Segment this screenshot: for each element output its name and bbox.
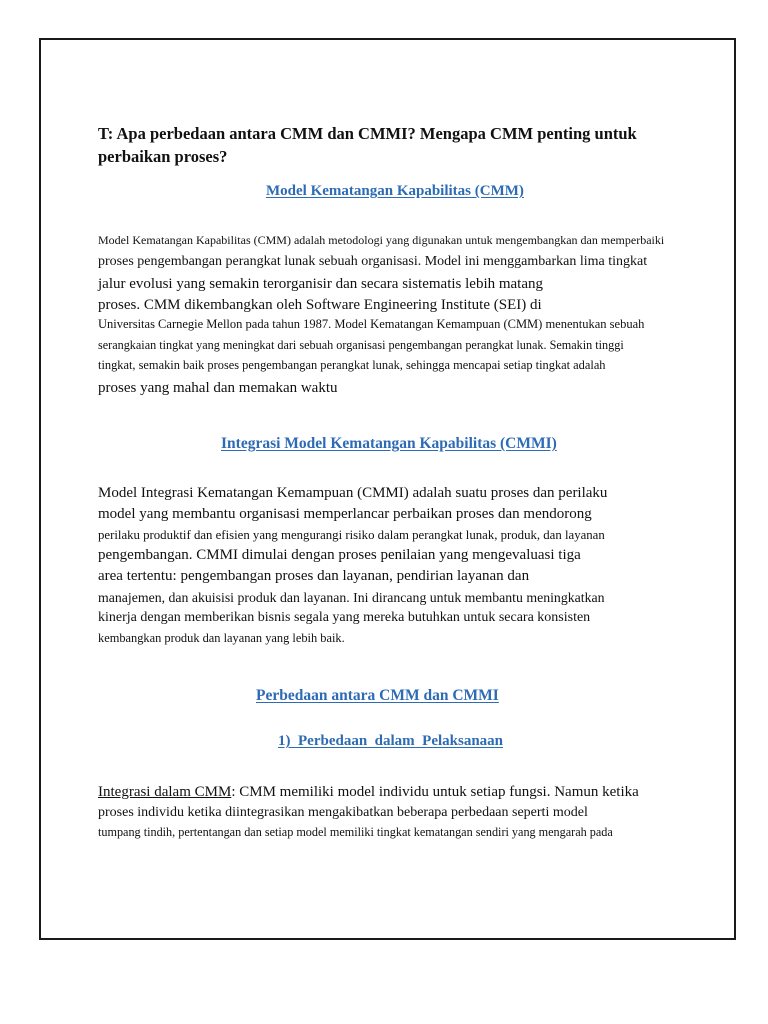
paragraph-line: kinerja dengan memberikan bisnis segala yang mereka butuhkan untuk secara konsisten (98, 610, 591, 625)
subheading-implementation (278, 733, 503, 750)
section-heading-differences: Perbedaan antara CMM dan CMMI (256, 687, 499, 704)
term-underlined: Integrasi dalam CMM (98, 784, 232, 800)
paragraph-line: manajemen, dan akuisisi produk dan layanan. Ini dirancang untuk membantu meningkatkan (98, 590, 605, 605)
paragraph-line: proses yang mahal dan memakan waktu (98, 380, 338, 396)
paragraph-line: perilaku produktif dan efisien yang mengurangi risiko dalam perangkat lunak, produk, dan layanan (98, 528, 605, 542)
paragraph-line: Model Integrasi Kematangan Kemampuan (CMMI) adalah suatu proses dan perilaku (98, 485, 608, 501)
paragraph-line: kembangkan produk dan layanan yang lebih baik. (98, 631, 345, 645)
paragraph-lead-line (98, 784, 639, 801)
question-line-2: perbaikan proses? (98, 147, 228, 166)
section-heading-cmm: Model Kematangan Kapabilitas (CMM) (266, 183, 524, 199)
paragraph-line: proses pengembangan perangkat lunak sebuah organisasi. Model ini menggambarkan lima tingkat (98, 254, 648, 269)
paragraph-line: proses individu ketika diintegrasikan mengakibatkan beberapa perbedaan seperti model (98, 805, 588, 820)
paragraph-line: pengembangan. CMMI dimulai dengan proses penilaian yang mengevaluasi tiga (98, 547, 581, 563)
paragraph-line: jalur evolusi yang semakin terorganisir dan secara sistematis lebih matang (98, 276, 544, 292)
section-heading-cmmi: Integrasi Model Kematangan Kapabilitas (CMMI) (221, 435, 557, 452)
paragraph-line: model yang membantu organisasi memperlancar perbaikan proses dan mendorong (98, 506, 592, 522)
subheading-text: 1) Perbedaan dalam Pelaksanaan (278, 733, 504, 749)
paragraph-line: proses. CMM dikembangkan oleh Software Engineering Institute (SEI) di (98, 297, 542, 313)
paragraph-line: serangkaian tingkat yang meningkat dari sebuah organisasi pengembangan perangkat lunak. Semakin tinggi (98, 338, 624, 352)
paragraph-line: Universitas Carnegie Mellon pada tahun 1987. Model Kematangan Kemampuan (CMM) menentukan sebuah (98, 317, 645, 331)
question-line-1: T: Apa perbedaan antara CMM dan CMMI? Mengapa CMM penting untuk (98, 124, 637, 143)
paragraph-line: area tertentu: pengembangan proses dan layanan, pendirian layanan dan (98, 568, 530, 584)
paragraph-line: tingkat, semakin baik proses pengembangan perangkat lunak, sehingga mencapai setiap tingkat adalah (98, 358, 606, 372)
paragraph-line: tumpang tindih, pertentangan dan setiap model memiliki tingkat kematangan sendiri yang mengarah pada (98, 825, 613, 839)
paragraph-line: Model Kematangan Kapabilitas (CMM) adalah metodologi yang digunakan untuk mengembangkan dan memperbaiki (98, 233, 665, 247)
lead-text: : CMM memiliki model individu untuk setiap fungsi. Namun ketika (231, 784, 639, 800)
